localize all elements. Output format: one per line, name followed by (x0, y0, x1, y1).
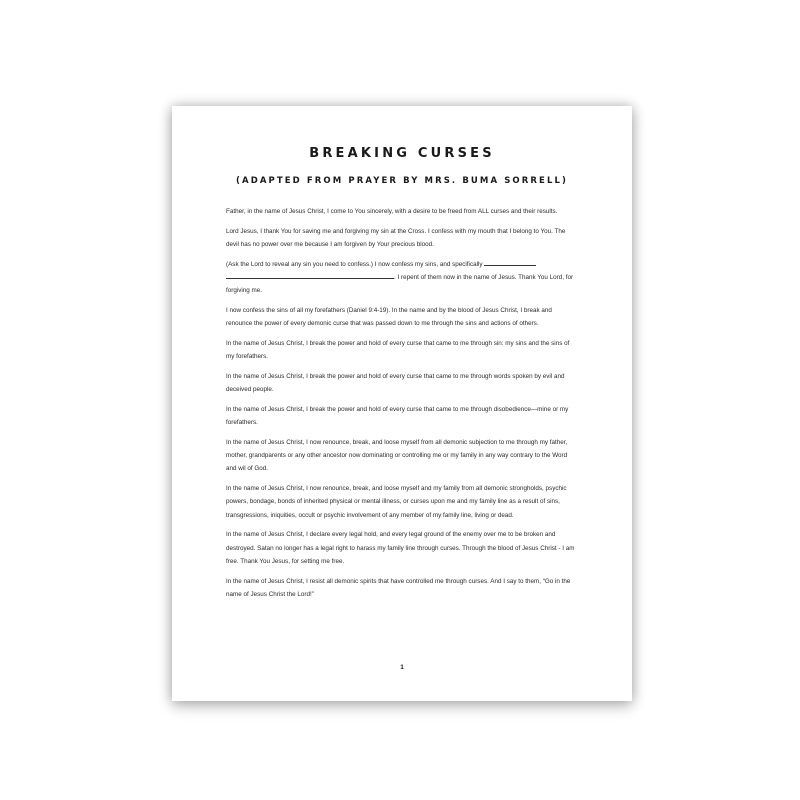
confession-text: (Ask the Lord to reveal any sin you need to confess.) I now confess my sins, and specifically (226, 260, 483, 268)
paragraph-8: In the name of Jesus Christ, I now renounce, break, and loose myself from all demonic subjection to me through my father, mother, grandparents or any other ancestor now dominating or controlling me or my family in any way contrary to the Word and wil of God. (226, 439, 568, 473)
paragraph-7: In the name of Jesus Christ, I break the power and hold of every curse that came to me through disobedience—mine or my forefathers. (226, 406, 569, 427)
paragraph-9: In the name of Jesus Christ, I now renounce, break, and loose myself and my family from all demonic strongholds, psychic powers, bondage, bonds of inherited physical or mental illness, or curses upon me and my family line as a result of sins, transgressions, iniquities, occult or psychic involvement of any member of my family line, living or dead. (226, 485, 567, 519)
paragraph-2: Lord Jesus, I thank You for saving me and forgiving my sin at the Cross. I confess with my mouth that I belong to You. The devil has no power over me because I am forgiven by Your precious blood. (226, 227, 566, 248)
paragraph-5: In the name of Jesus Christ, I break the power and hold of every curse that came to me through sin: my sins and the sins of my forefathers. (226, 340, 570, 361)
paragraph-1: Father, in the name of Jesus Christ, I come to You sincerely, with a desire to be freed from ALL curses and their results. (226, 208, 558, 215)
document-subtitle: (ADAPTED FROM PRAYER BY MRS. BUMA SORRELL) (236, 176, 568, 186)
fill-in-blank-line[interactable] (226, 272, 394, 279)
document-page (172, 106, 632, 701)
document-body (226, 205, 578, 608)
page-number: 1 (400, 664, 404, 671)
confession-text-end: . I repent of them now in the name of Jesus. Thank You Lord, for forgiving me. (226, 274, 574, 295)
paragraph-10: In the name of Jesus Christ, I declare every legal hold, and every legal ground of the enemy over me to be broken and destroyed. Satan no longer has a legal right to harass my family line through curses. Through the blood of Jesus Christ - I am free. Thank You Jesus, for setting me free. (226, 531, 575, 565)
document-title: BREAKING CURSES (309, 146, 495, 161)
paragraph-6: In the name of Jesus Christ, I break the power and hold of every curse that came to me through words spoken by evil and deceived people. (226, 373, 565, 394)
fill-in-blank-line[interactable] (484, 259, 536, 266)
paragraph-11: In the name of Jesus Christ, I resist all demonic spirits that have controlled me through curses. And I say to them, “Go in the name of Jesus Christ the Lord!” (226, 577, 571, 598)
paragraph-4: I now confess the sins of all my forefathers (Daniel 9:4-19). In the name and by the blood of Jesus Christ, I break and renounce the power of every demonic curse that was passed down to me through the sins and actions of others. (226, 307, 552, 328)
paragraph-confession (226, 258, 578, 298)
